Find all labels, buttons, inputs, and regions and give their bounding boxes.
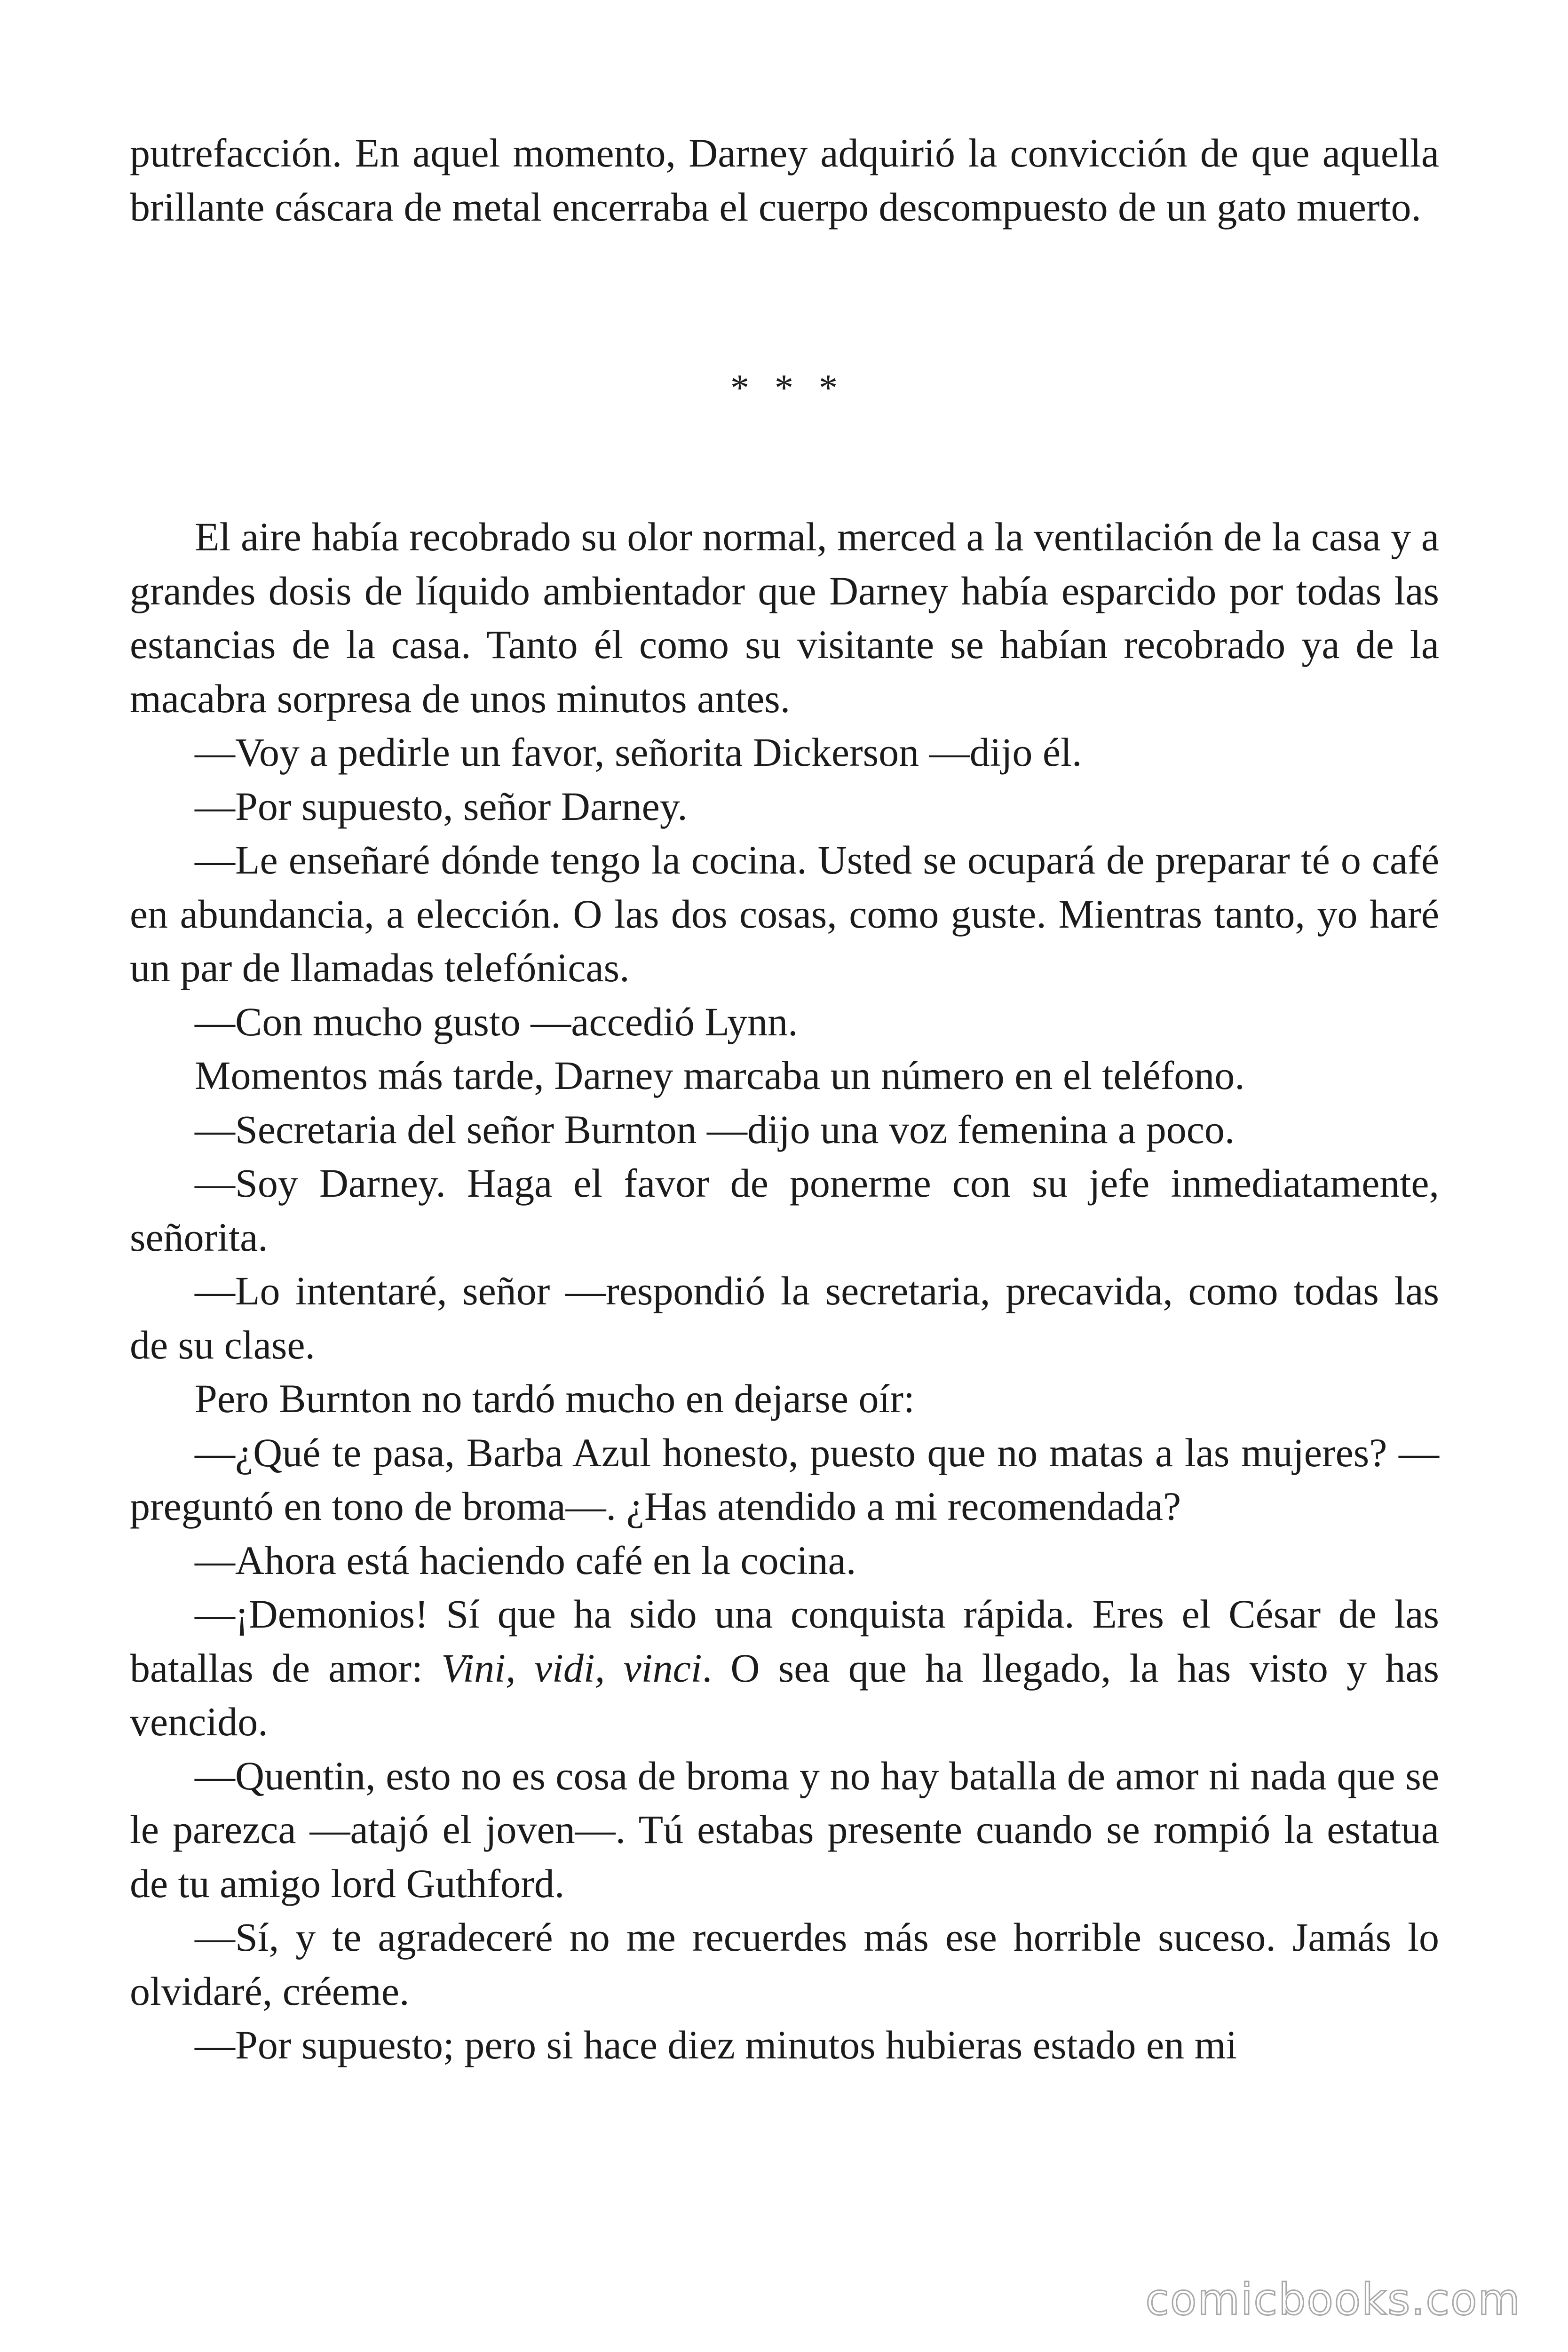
dialogue-line: —Soy Darney. Haga el favor de ponerme con su jefe inmediatamente, señorita. bbox=[130, 1160, 1439, 1260]
watermark-logo: comicbooks.com bbox=[1145, 2274, 1521, 2325]
dialogue-line: —Le enseñaré dónde tengo la cocina. Usted se ocupará de preparar té o café en abundancia, a elección. O las dos cosas, como guste. Mientras tanto, yo haré un par de llamadas telefónicas. bbox=[130, 837, 1439, 990]
paragraph: Momentos más tarde, Darney marcaba un número en el teléfono. bbox=[195, 1053, 1245, 1098]
dialogue-line: —Lo intentaré, señor —respondió la secretaria, precavida, como todas las de su clase. bbox=[130, 1268, 1439, 1367]
dialogue-line: —Quentin, esto no es cosa de broma y no hay batalla de amor ni nada que se le parezca —atajó el joven—. Tú estabas presente cuando se rompió la estatua de tu amigo lord Guthford. bbox=[130, 1753, 1439, 1906]
dialogue-line: —Secretaria del señor Burnton —dijo una voz femenina a poco. bbox=[195, 1106, 1235, 1152]
opening-paragraph-block bbox=[130, 126, 1439, 234]
dialogue-line: —Voy a pedirle un favor, señorita Dickerson —dijo él. bbox=[195, 730, 1082, 775]
dialogue-text: . O sea que ha llegado, la has visto y has vencido. bbox=[130, 1645, 1439, 1744]
dialogue-line: —Por supuesto; pero si hace diez minutos hubieras estado en mi bbox=[195, 2022, 1237, 2067]
dialogue-line: —¿Qué te pasa, Barba Azul honesto, puesto que no matas a las mujeres? —preguntó en tono de broma—. ¿Has atendido a mi recomendada? bbox=[130, 1430, 1439, 1529]
dialogue-text: —¡Demonios! Sí que ha sido una conquista rápida. Eres el César de las batallas de amor: bbox=[130, 1591, 1439, 1691]
dialogue-line: —Sí, y te agradeceré no me recuerdes más ese horrible suceso. Jamás lo olvidaré, créeme. bbox=[130, 1915, 1439, 2014]
dialogue-line: —Ahora está haciendo café en la cocina. bbox=[195, 1537, 856, 1583]
dialogue-line: —Por supuesto, señor Darney. bbox=[195, 783, 688, 829]
latin-phrase: Vini, vidi, vinci bbox=[441, 1645, 702, 1691]
scene-break: * * * bbox=[730, 367, 838, 409]
body-text bbox=[130, 510, 1439, 2072]
paragraph: El aire había recobrado su olor normal, merced a la ventilación de la casa y a grandes dosis de líquido ambientador que Darney había esparcido por todas las estancias de la casa. Tanto él como su visitante se habían recobrado ya de la macabra sorpresa de unos minutos antes. bbox=[130, 514, 1439, 721]
opening-paragraph: putrefacción. En aquel momento, Darney adquirió la convicción de que aquella brillante cáscara de metal encerraba el cuerpo descompuesto de un gato muerto. bbox=[130, 130, 1439, 230]
dialogue-line bbox=[130, 1587, 1439, 1749]
dialogue-line: —Con mucho gusto —accedió Lynn. bbox=[195, 999, 798, 1044]
paragraph: Pero Burnton no tardó mucho en dejarse oír: bbox=[195, 1376, 915, 1421]
